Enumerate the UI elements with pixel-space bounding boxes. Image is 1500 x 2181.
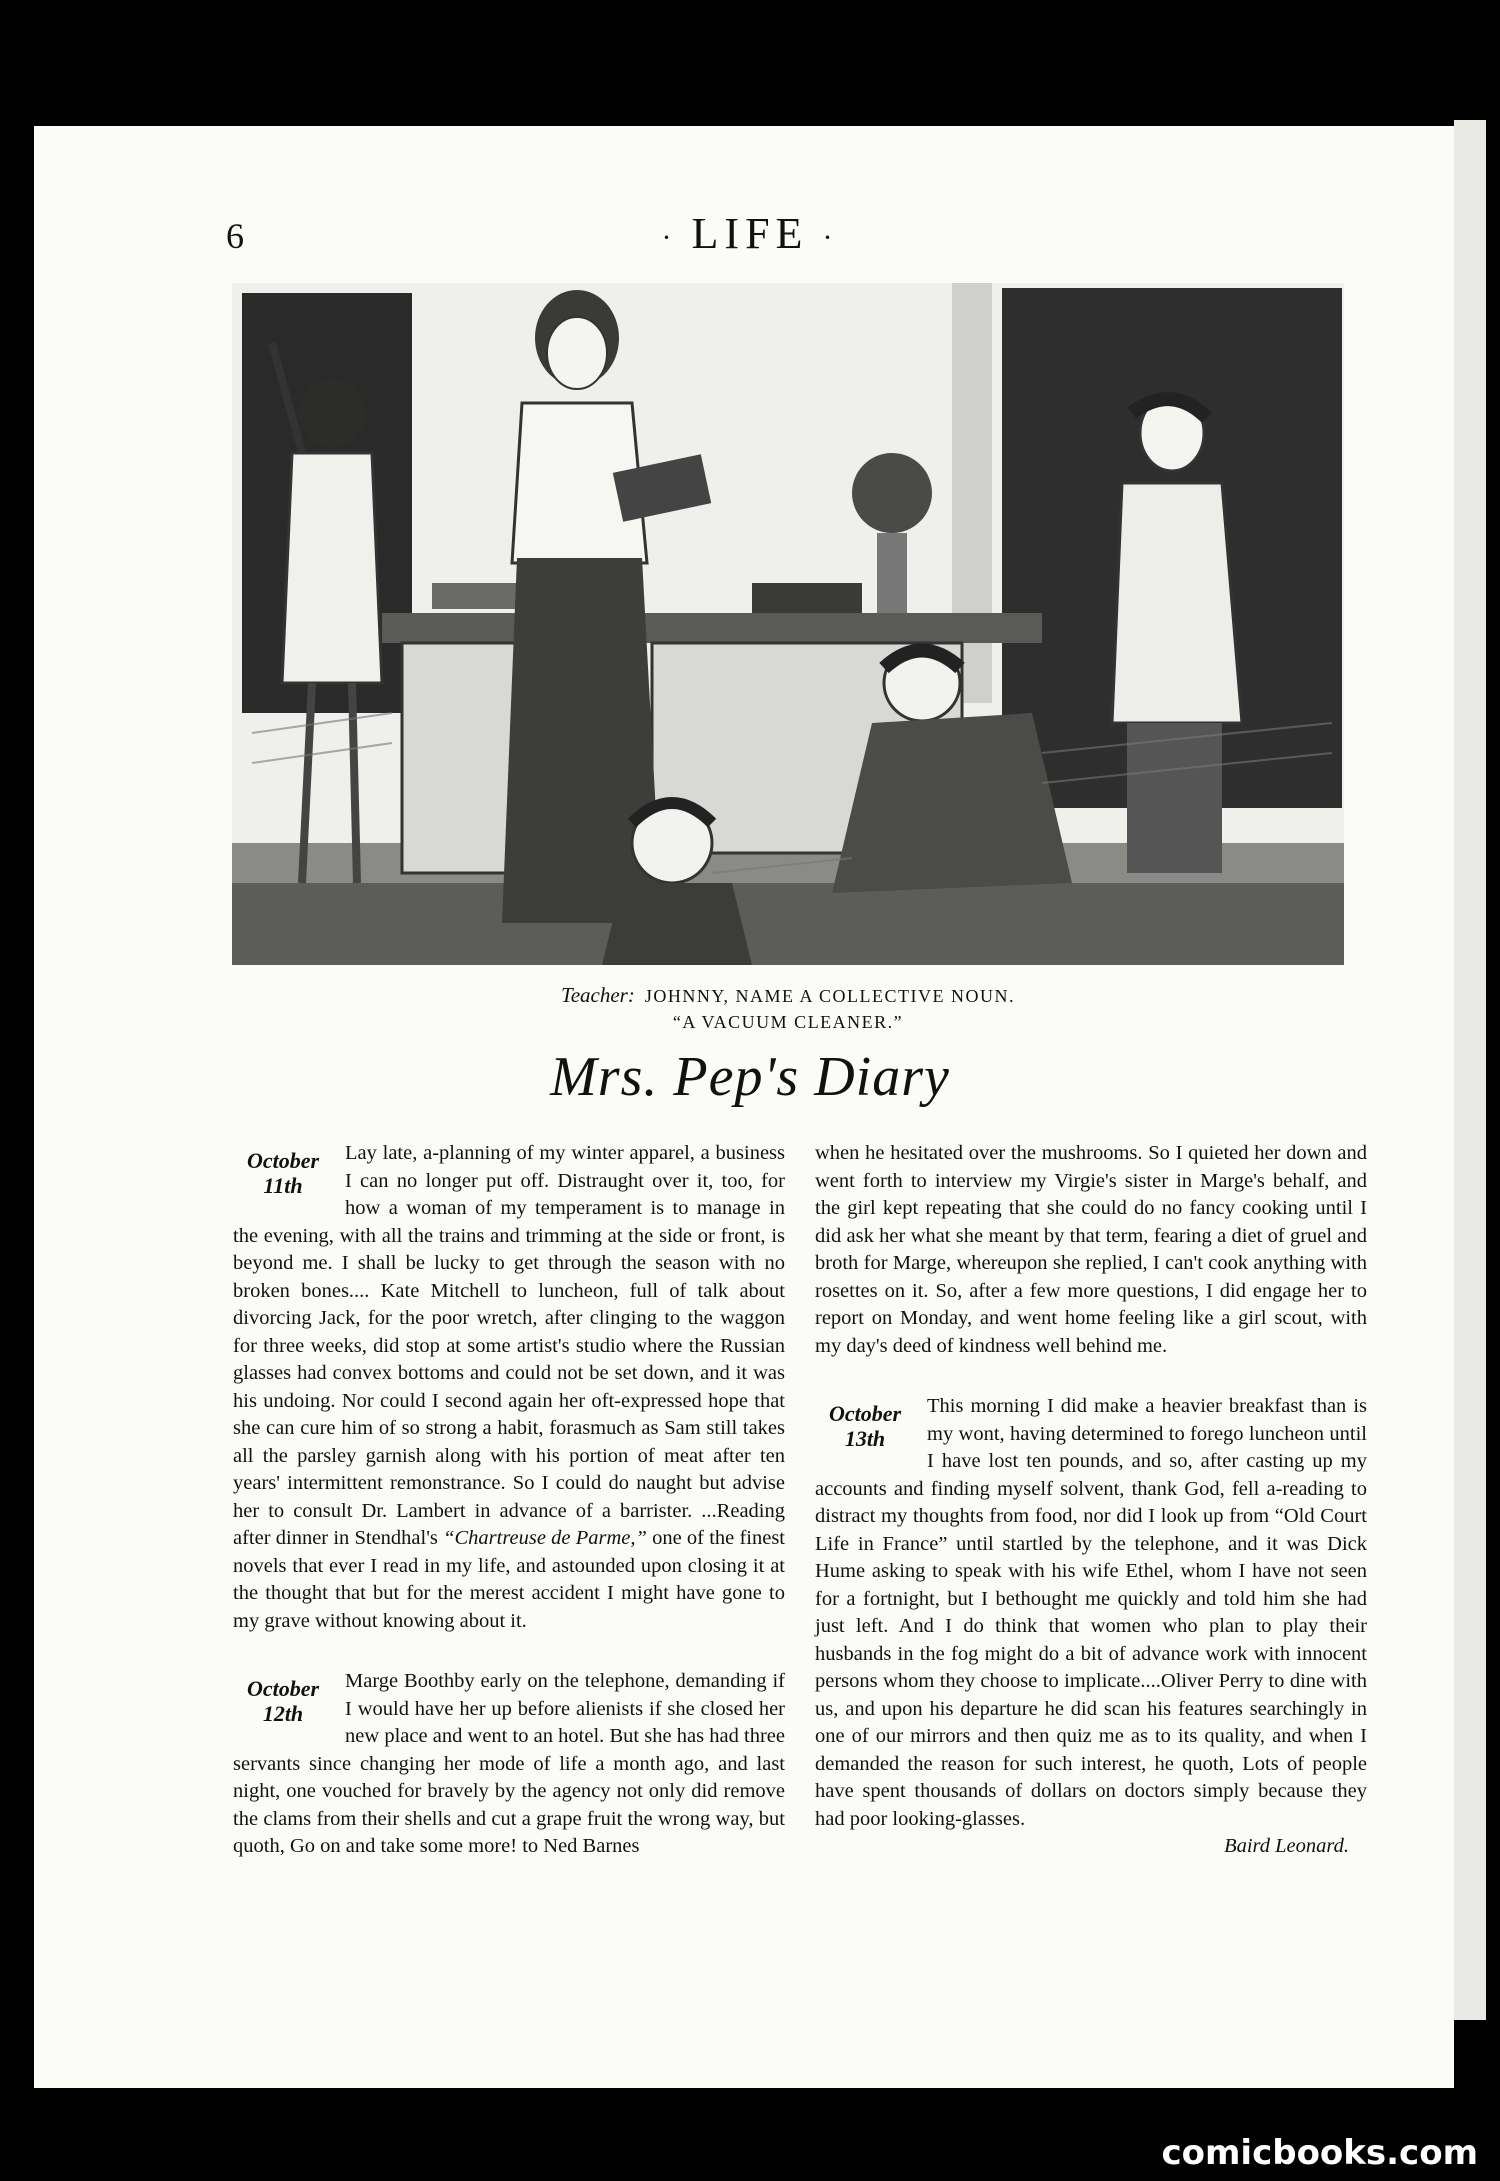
illustration-caption [232, 982, 1344, 1035]
right-column [815, 1140, 1367, 1861]
left-column [233, 1140, 785, 1861]
diary-entry [233, 1140, 785, 1635]
classroom-illustration [232, 283, 1344, 965]
entry-text: Marge Boothby early on the telephone, demanding if I would have her up before alienists if she closed her new place and went to an hotel. But she has had three servants since changing her mode of life a month ago, and last night, one vouched for bravely by the agency not only did remove the clams from their shells and cut a grape fruit the wrong way, but quoth, Go on and take some more! to Ned Barnes [233, 1670, 785, 1857]
date-day: 13th [844, 1426, 886, 1451]
caption-question: JOHNNY, NAME A COLLECTIVE NOUN. [644, 986, 1016, 1006]
masthead-dot-right: · [822, 220, 839, 254]
date-day: 12th [262, 1701, 304, 1726]
caption-speaker: Teacher: [560, 983, 635, 1007]
entry-text-continued: when he hesitated over the mushrooms. So I quieted her down and went forth to interview my Virgie's sister in Marge's behalf, and the girl kept repeating that she could do no fancy cooking until I did ask her what she meant by that term, fearing a diet of gruel and broth for Marge, whereupon she replied, I can't cook anything with rosettes on it. So, after a few more questions, I did engage her to report on Monday, and went home feeling like a girl scout, with my day's deed of kindness well behind me. [815, 1142, 1367, 1357]
date-month: October [246, 1148, 320, 1173]
entry-body-continued: one of the finest novels that ever I read in my life, and astounded upon closing it at the thought that but for the merest accident I might have gone to my grave without knowing about it. [233, 1527, 785, 1632]
entry-date [815, 1401, 915, 1451]
book-title: “Chartreuse de Parme,” [443, 1527, 647, 1549]
date-day: 11th [263, 1173, 303, 1198]
author-signature: Baird Leonard. [1224, 1835, 1349, 1857]
site-watermark: comicbooks.com [1161, 2133, 1478, 2173]
classroom-drawing [232, 283, 1344, 965]
masthead-title: LIFE [691, 209, 809, 258]
entry-date [233, 1676, 333, 1726]
caption-line-2: “A VACUUM CLEANER.” [672, 1012, 904, 1032]
entry-text: This morning I did make a heavier breakfast than is my wont, having determined to forego luncheon until I have lost ten pounds, and so, after casting up my accounts and finding myself solvent, thank God, fell a-reading to distract my thoughts from food, nor did I look up from “Old Court Life in France” until startled by the telephone, and it was Dick Hume asking to speak with his wife Ethel, whom I have not seen for a fortnight, but I bethought me quickly and told him she had just left. And I do think that women who plan to play their husbands in the fog might do a bit of advance work with innocent persons whom they choose to implicate....Oliver Perry to dine with us, and upon his departure he did scan his features searchingly in one of our mirrors and then quiz me as to its quality, and when I demanded the reason for such interest, he quoth, Lots of people have spent thousands of dollars on doctors simply because they had poor looking-glasses. [815, 1395, 1367, 1830]
caption-line-1 [232, 982, 1344, 1009]
masthead-dot-left: · [661, 220, 678, 254]
entry-text [233, 1140, 785, 1635]
diary-entry [815, 1393, 1367, 1833]
date-month: October [828, 1401, 902, 1426]
girl-dress [282, 453, 382, 683]
entry-body: Lay late, a-planning of my winter apparel, a business I can no longer put off. Distraught over it, too, for how a woman of my temperament is to manage in the evening, with all the trains and trimming at the side or front, is beyond me. I shall be lucky to get through the season with no broken bones.... Kate Mitchell to luncheon, full of talk about divorcing Jack, for the poor wretch, after clinging to the waggon for three weeks, did stop at some artist's studio where the Russian glasses had convex bottoms and could not be set down, and it was his undoing. Nor could I second again her oft-expressed hope that she can cure him of so strong a habit, forasmuch as Sam still takes all the parsley garnish along with his portion of meat after ten years' intermittent remonstrance. So I could do naught but advise her to consult Dr. Lambert in advance of a barrister. ...Reading after dinner in Stendhal's [233, 1142, 785, 1549]
page-number: 6 [226, 216, 244, 256]
boy-jacket [1112, 483, 1242, 723]
masthead [0, 208, 1500, 259]
crouching-boy [832, 713, 1072, 893]
entry-date [233, 1148, 333, 1198]
diary-entry [233, 1668, 785, 1861]
date-month: October [246, 1676, 320, 1701]
article-title: Mrs. Pep's Diary [550, 1046, 950, 1108]
teacher-desk-top [382, 613, 1042, 643]
flower-vase [852, 453, 932, 533]
teacher-skirt [502, 558, 662, 923]
